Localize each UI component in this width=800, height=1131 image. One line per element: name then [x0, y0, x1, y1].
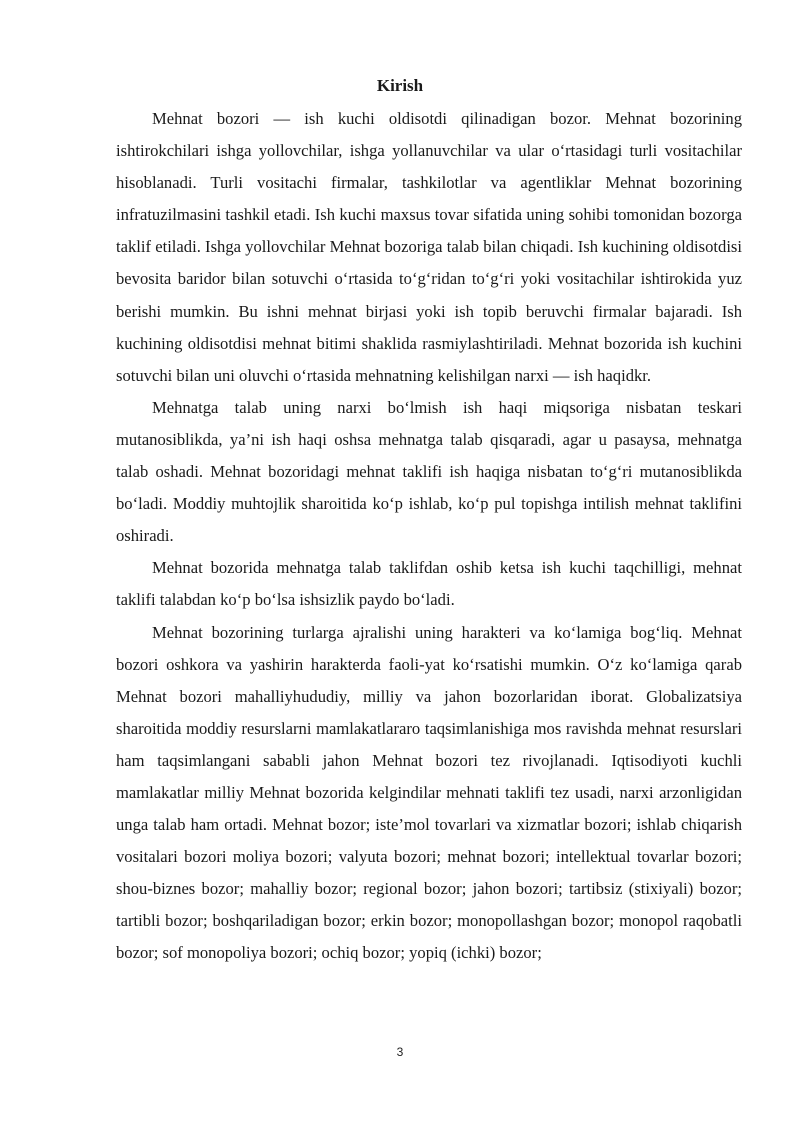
paragraph: Mehnatga talab uning narxi boʻlmish ish haqi miqsoriga nisbatan teskari mutanosiblikda, ya’ni ish haqi oshsa mehnatga talab qisqaradi, agar u pasaysa, mehnatga talab oshadi. Mehnat bozoridagi mehnat taklifi ish haqiga nisbatan toʻgʻri mutanosiblikda boʻladi. Moddiy muhtojlik sharoitida koʻp ishlab, koʻp pul topishga intilish mehnat taklifini oshiradi.	[116, 397, 742, 546]
body-text	[116, 103, 742, 970]
page-number: 3	[396, 1045, 404, 1059]
paragraph: Mehnat bozori — ish kuchi oldisotdi qilinadigan bozor. Mehnat bozorining ishtirokchilari ishga yollovchilar, ishga yollanuvchilar va ular oʻrtasidagi turli vositachilar hisoblanadi. Turli vositachi firmalar, tashkilotlar va agentliklar Mehnat bozorining infratuzilmasini tashkil etadi. Ish kuchi maxsus tovar sifatida uning sohibi tomonidan bozorga taklif etiladi. Ishga yollovchilar Mehnat bozoriga talab bilan chiqadi. Ish kuchining oldisotdisi bevosita baridor bilan sotuvchi oʻrtasida toʻgʻridan toʻgʻri yoki vositachilar ishtirokida yuz berishi mumkin. Bu ishni mehnat birjasi yoki ish topib beruvchi firmalar bajaradi. Ish kuchining oldisotdisi mehnat bitimi shaklida rasmiylashtiriladi. Mehnat bozorida ish kuchini sotuvchi bilan uni oluvchi oʻrtasida mehnatning kelishilgan narxi — ish haqidkr.	[116, 109, 742, 385]
page-title: Kirish	[376, 76, 424, 95]
paragraph: Mehnat bozorining turlarga ajralishi uning harakteri va koʻlamiga bogʻliq. Mehnat bozori oshkora va yashirin harakterda faoli-yat koʻrsatishi mumkin. Oʻz koʻlamiga qarab Mehnat bozori mahalliyhududiy, milliy va jahon bozorlaridan iborat. Globalizatsiya sharoitida moddiy resurslarni mamlakatlararo taqsimlanishiga mos ravishda mehnat resurslari ham taqsimlangani sababli jahon Mehnat bozori tez rivojlanadi. Iqtisodiyoti kuchli mamlakatlar milliy Mehnat bozorida kelgindilar mehnati taklifi tez usadi, narxi arzonligidan unga talab ham ortadi. Mehnat bozor; iste’mol tovarlari va xizmatlar bozori; ishlab chiqarish vositalari bozori moliya bozori; valyuta bozori; mehnat bozori; intellektual tovarlar bozori; shou-biznes bozor; mahalliy bozor; regional bozor; jahon bozori; tartibsiz (stixiyali) bozor; tartibli bozor; boshqariladigan bozor; erkin bozor; monopollashgan bozor; monopol raqobatli bozor; sof monopoliya bozori; ochiq bozor; yopiq (ichki) bozor;	[116, 622, 742, 963]
paragraph: Mehnat bozorida mehnatga talab taklifdan oshib ketsa ish kuchi taqchilligi, mehnat taklifi talabdan koʻp boʻlsa ishsizlik paydo boʻladi.	[116, 558, 742, 610]
